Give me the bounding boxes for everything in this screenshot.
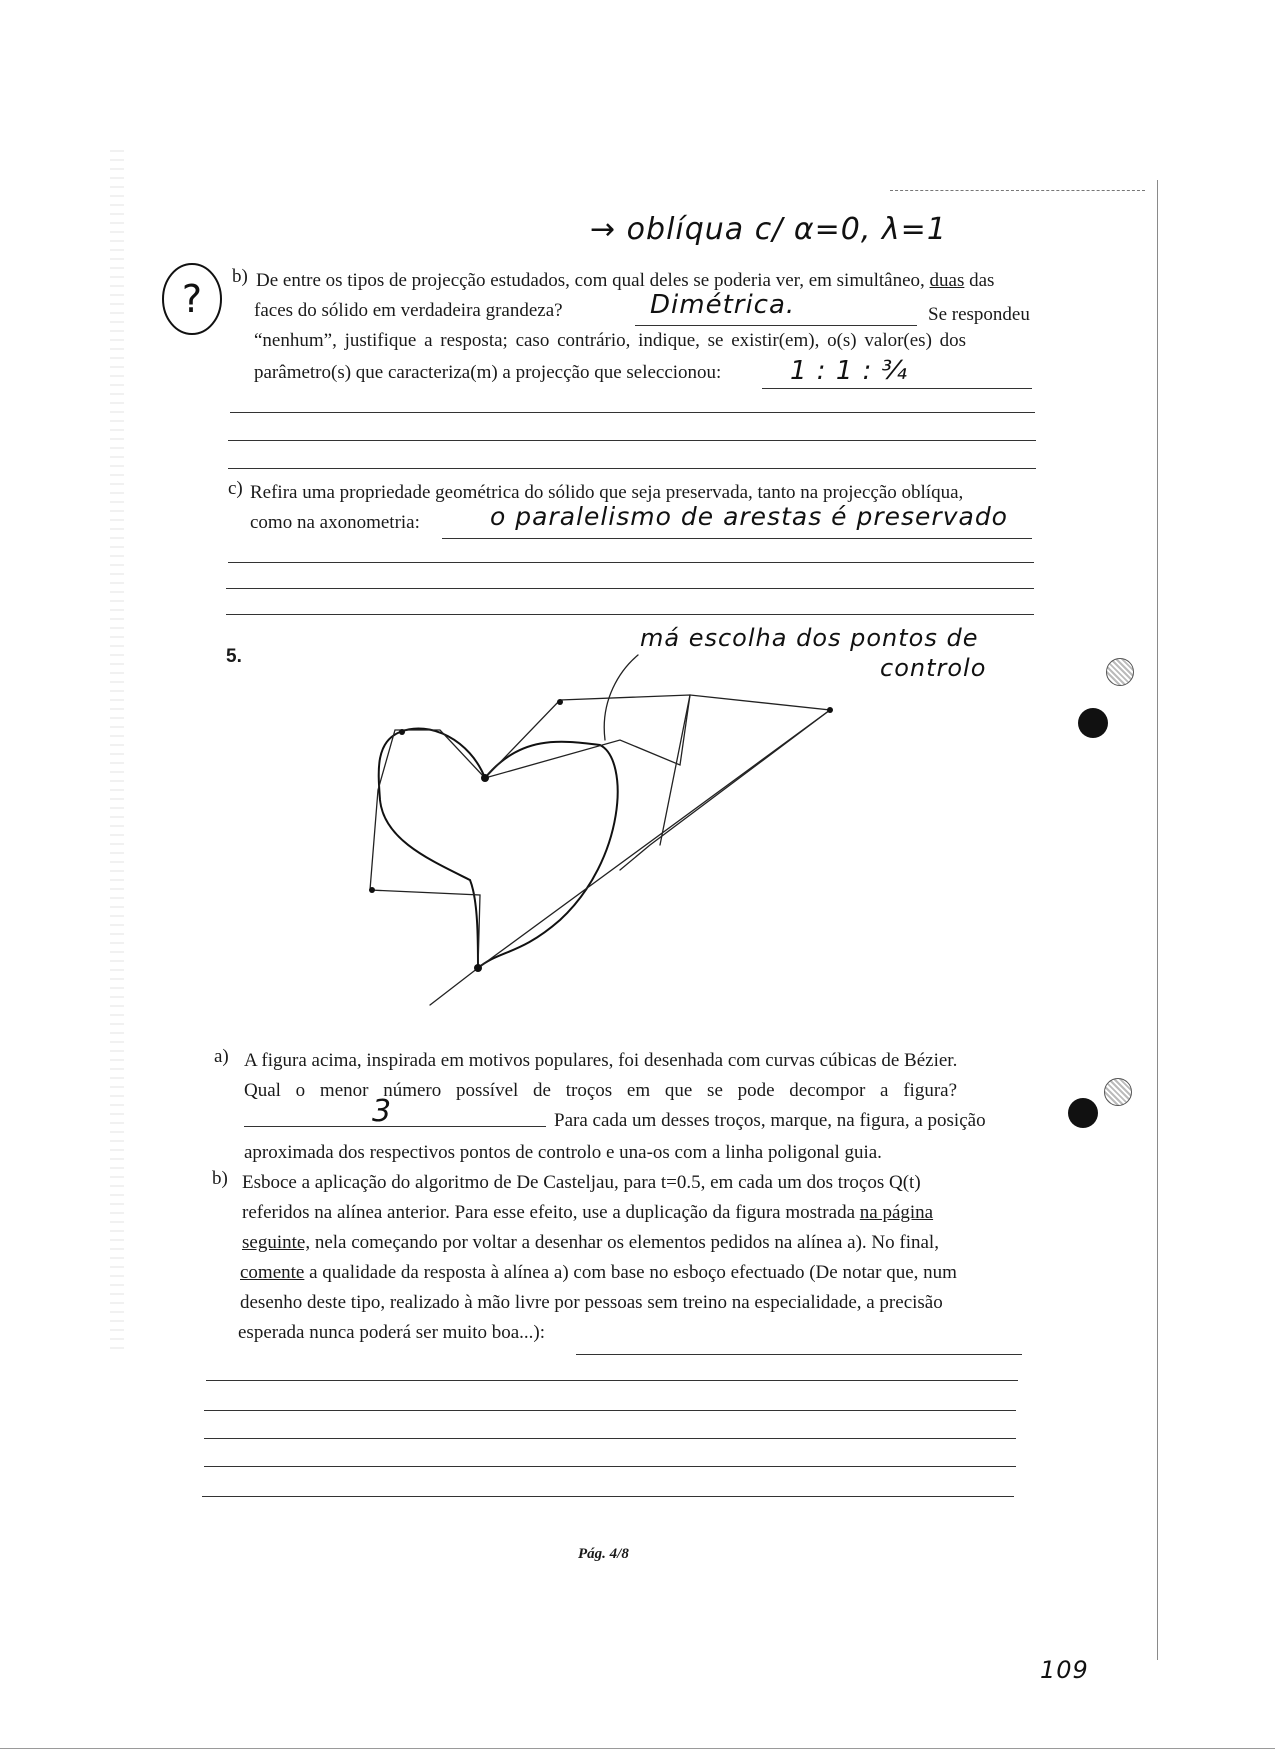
scribble-mark [1106, 658, 1134, 686]
control-point [399, 729, 405, 735]
handwritten-answer-q4b-2: 1 : 1 : ¾ [790, 356, 908, 386]
q5a-line1: A figura acima, inspirada em motivos populares, foi desenhada com curvas cúbicas de Bézier. [244, 1050, 958, 1071]
control-point [369, 887, 375, 893]
page-footer: Pág. 4/8 [578, 1546, 629, 1562]
heart-left-lobe [379, 729, 485, 968]
control-polygon-right [478, 695, 830, 968]
q5b-line4 [240, 1258, 957, 1288]
scan-dot-mark [1068, 1098, 1098, 1128]
control-point [827, 707, 833, 713]
construction-stroke [660, 695, 690, 845]
question-mark-glyph: ? [181, 277, 203, 321]
answer-line-q5b-2 [206, 1380, 1018, 1381]
q5b-line3-text: nela começando por voltar a desenhar os elementos pedidos na alínea a). No final, [314, 1232, 939, 1253]
q5b-line2-underlined: na página [859, 1202, 934, 1223]
scan-dot-mark [1078, 708, 1108, 738]
handwritten-answer-q4c: o paralelismo de arestas é preservado [490, 502, 1008, 531]
q4b-line2-start: faces do sólido em verdadeira grandeza? [254, 300, 563, 321]
q4b-label: b) [232, 266, 248, 287]
q4b-line1-end: das [969, 270, 995, 291]
control-point [474, 964, 482, 972]
q5b-line2-text: referidos na alínea anterior. Para esse efeito, use a duplicação da figura mostrada [242, 1202, 856, 1223]
q4c-line2: como na axonometria: [250, 512, 420, 533]
q4b-line1-text: De entre os tipos de projecção estudados, com qual deles se poderia ver, em simultâneo, [256, 270, 925, 291]
q5b-line4-underlined: comente [240, 1262, 305, 1283]
question-5-number: 5. [226, 646, 242, 667]
q5b-line3-underlined: seguinte, [242, 1232, 311, 1253]
q4b-line4: parâmetro(s) que caracteriza(m) a projecção que seleccionou: [254, 362, 722, 383]
figure-note-line1: má escolha dos pontos de [640, 624, 979, 652]
answer-line-q5b-5 [204, 1466, 1016, 1467]
guide-line [620, 710, 830, 870]
q5b-line1: Esboce a aplicação do algoritmo de De Casteljau, para t=0.5, em cada um dos troços Q(t) [242, 1172, 921, 1193]
q4c-label: c) [228, 478, 243, 499]
heart-right-lobe [478, 742, 618, 968]
q4b-line2-end: Se respondeu [928, 304, 1030, 325]
answer-line-q5a [244, 1126, 546, 1127]
control-polygon-left [370, 730, 485, 968]
handwritten-page-number: 109 [1040, 1656, 1089, 1684]
q5b-line2 [242, 1198, 933, 1228]
q4b-line1-underlined: duas [929, 270, 965, 291]
scribble-mark [1104, 1078, 1132, 1106]
q5a-line2: Qual o menor número possível de troços em que se pode decompor a figura? [244, 1080, 958, 1101]
answer-line-q5b-4 [204, 1438, 1016, 1439]
control-point [481, 774, 489, 782]
handwritten-answer-q4b-1: Dimétrica. [650, 290, 796, 320]
answer-line-q5b-3 [204, 1410, 1016, 1411]
control-polygon-top [485, 695, 690, 778]
q4b-line3: “nenhum”, justifique a resposta; caso contrário, indique, se existir(em), o(s) valor(es) dos [254, 330, 967, 351]
q5a-label: a) [214, 1046, 229, 1067]
q5b-line3 [242, 1228, 939, 1258]
q5a-line3-end: Para cada um desses troços, marque, na figura, a posição [554, 1110, 986, 1131]
q5a-line4: aproximada dos respectivos pontos de controlo e una-os com a linha poligonal guia. [244, 1142, 882, 1163]
top-handwritten-note: → oblíqua c/ α=0, λ=1 [590, 212, 947, 247]
q5b-line4-text: a qualidade da resposta à alínea a) com base no esboço efectuado (De notar que, num [309, 1262, 957, 1283]
q5b-label: b) [212, 1168, 228, 1189]
answer-line-q5b-1 [576, 1354, 1022, 1355]
q4c-line1: Refira uma propriedade geométrica do sólido que seja preservada, tanto na projecção oblíqua, [250, 482, 964, 503]
handwritten-answer-q5a: 3 [372, 1094, 393, 1129]
answer-line-q5b-6 [202, 1496, 1014, 1497]
figure-note-line2: controlo [880, 654, 987, 682]
q5b-line6: esperada nunca poderá ser muito boa...): [238, 1322, 546, 1343]
control-point [557, 699, 563, 705]
tangent-extension-line [430, 968, 478, 1005]
q5b-line5: desenho deste tipo, realizado à mão livre por pessoas sem treino na especialidade, a precisão [240, 1292, 943, 1313]
